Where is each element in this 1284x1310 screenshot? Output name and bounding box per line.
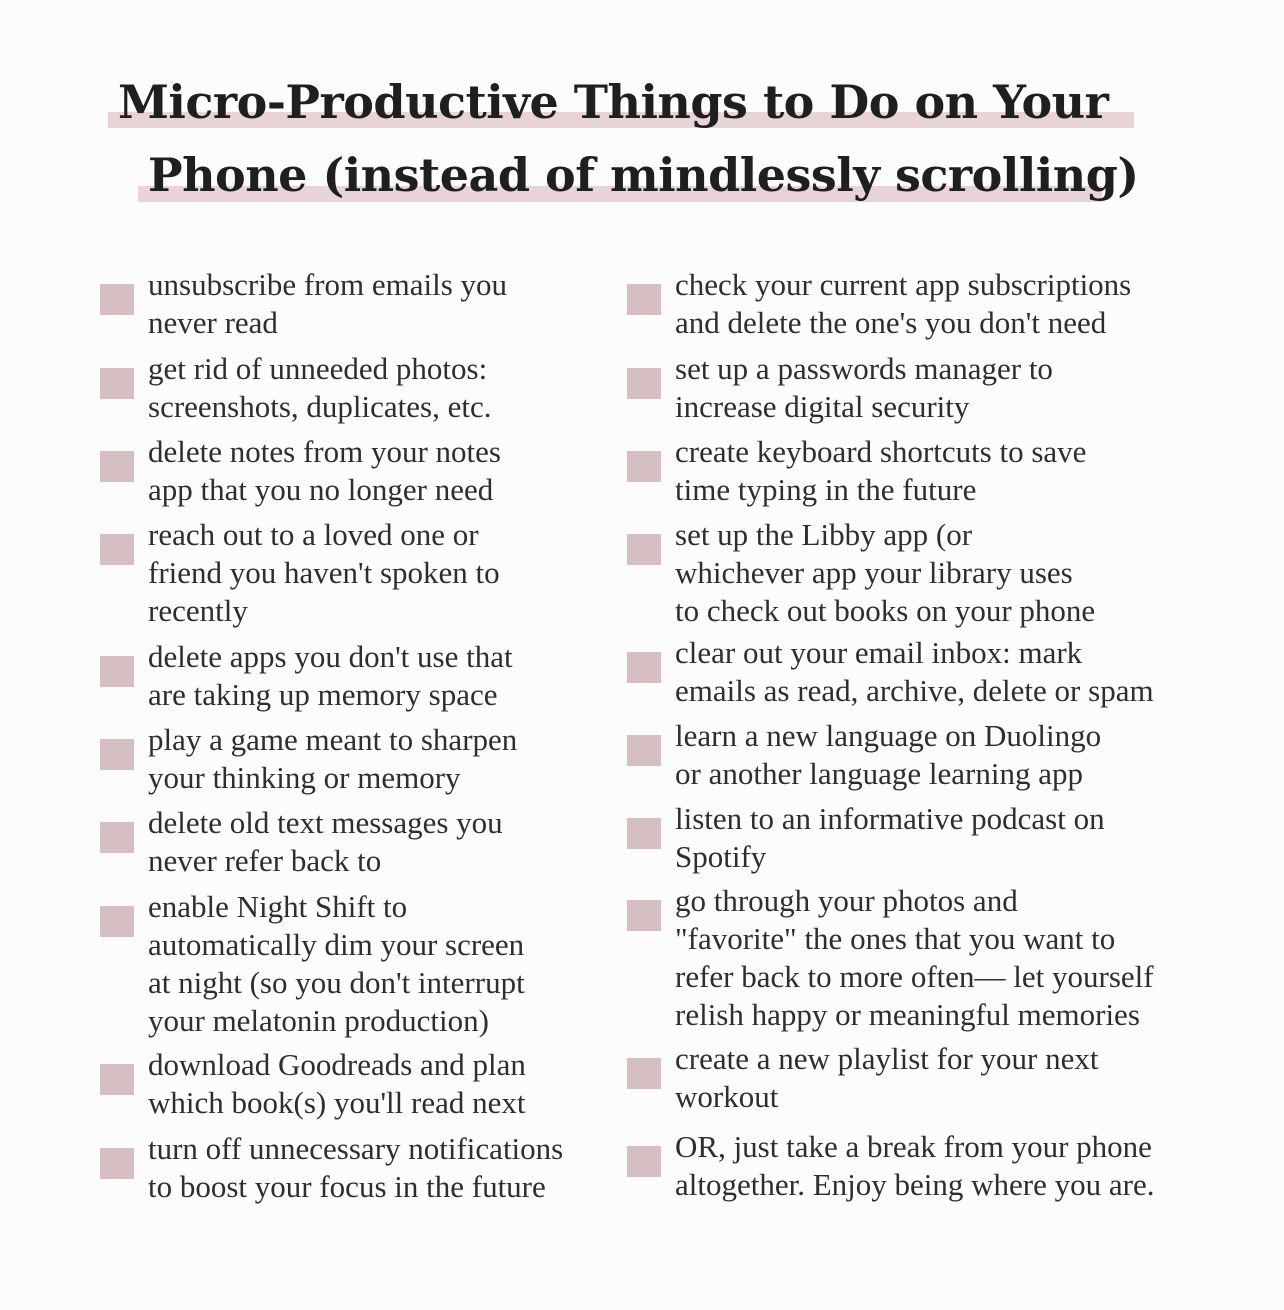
checkbox[interactable] xyxy=(100,1148,134,1179)
checkbox[interactable] xyxy=(627,1146,661,1177)
checklist-item-text: turn off unnecessary notifications to boost your focus in the future xyxy=(148,1131,564,1204)
checkbox[interactable] xyxy=(627,900,661,931)
checkbox[interactable] xyxy=(627,818,661,849)
checkbox[interactable] xyxy=(627,284,661,315)
checkbox[interactable] xyxy=(100,656,134,687)
checklist-item-text: play a game meant to sharpen your thinking or memory xyxy=(148,722,518,795)
checklist-item-text: clear out your email inbox: mark emails as read, archive, delete or spam xyxy=(675,635,1154,708)
checklist-item-text: delete apps you don't use that are taking up memory space xyxy=(148,639,513,712)
checkbox[interactable] xyxy=(627,451,661,482)
checklist-item-text: listen to an informative podcast on Spotify xyxy=(675,801,1105,874)
checkbox[interactable] xyxy=(100,1064,134,1095)
checklist-item-text: OR, just take a break from your phone altogether. Enjoy being where you are. xyxy=(675,1129,1155,1202)
checklist-item-text: learn a new language on Duolingo or another language learning app xyxy=(675,718,1102,791)
checklist-item-text: download Goodreads and plan which book(s) you'll read next xyxy=(148,1047,526,1120)
checklist-item-text: enable Night Shift to automatically dim your screen at night (so you don't interrupt your melatonin production) xyxy=(148,889,525,1038)
title-text-1: Micro-Productive Things to Do on Your xyxy=(118,75,1109,129)
checklist-item-text: go through your photos and "favorite" the ones that you want to refer back to more often— let yourself relish happy or meaningful memories xyxy=(675,883,1154,1032)
checklist-item-text: set up the Libby app (or whichever app your library uses to check out books on your phone xyxy=(675,517,1096,628)
checklist-item-text: unsubscribe from emails you never read xyxy=(148,267,508,340)
checklist-item-text: set up a passwords manager to increase digital security xyxy=(675,351,1053,424)
checkbox[interactable] xyxy=(100,451,134,482)
page-title-line-1 xyxy=(118,72,1108,132)
checkbox[interactable] xyxy=(100,534,134,565)
checkbox[interactable] xyxy=(100,906,134,937)
checkbox[interactable] xyxy=(627,1058,661,1089)
checkbox[interactable] xyxy=(100,739,134,770)
checklist-item-text: create a new playlist for your next workout xyxy=(675,1041,1099,1114)
checklist-item-text: delete old text messages you never refer back to xyxy=(148,805,503,878)
checklist-item-text: check your current app subscriptions and delete the one's you don't need xyxy=(675,267,1132,340)
page-title-line-2 xyxy=(148,145,1139,205)
title-text-2: Phone (instead of mindlessly scrolling) xyxy=(148,148,1139,202)
checkbox[interactable] xyxy=(627,652,661,683)
checkbox[interactable] xyxy=(100,368,134,399)
checkbox[interactable] xyxy=(100,822,134,853)
checklist-item-text: reach out to a loved one or friend you haven't spoken to recently xyxy=(148,517,500,628)
checkbox[interactable] xyxy=(627,735,661,766)
checkbox[interactable] xyxy=(100,284,134,315)
checkbox[interactable] xyxy=(627,534,661,565)
checklist-item-text: delete notes from your notes app that you no longer need xyxy=(148,434,501,507)
checklist-item-text: create keyboard shortcuts to save time typing in the future xyxy=(675,434,1087,507)
checklist-item-text: get rid of unneeded photos: screenshots, duplicates, etc. xyxy=(148,351,492,424)
checkbox[interactable] xyxy=(627,368,661,399)
